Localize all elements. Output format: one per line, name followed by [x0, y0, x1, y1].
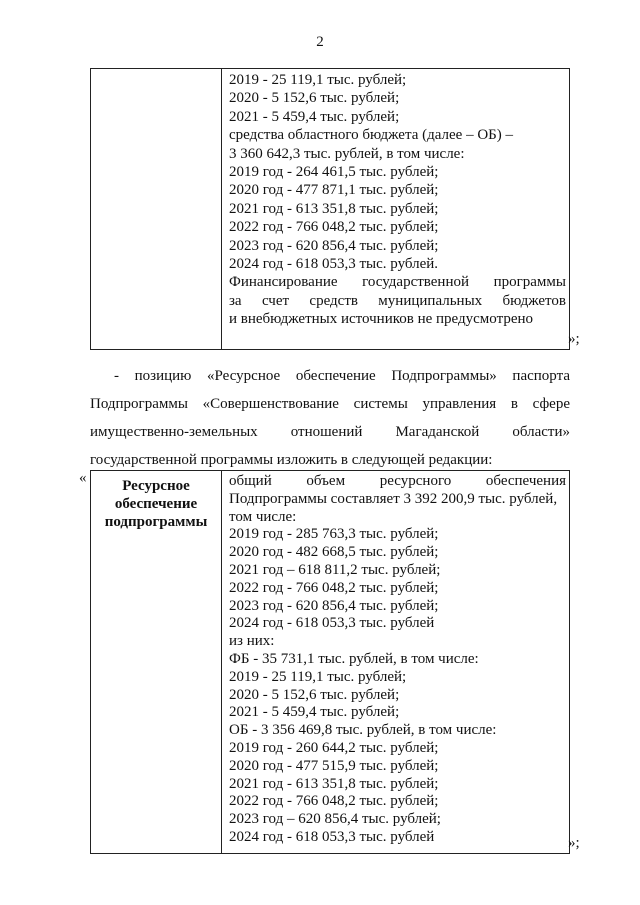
table2-line: Подпрограммы составляет 3 392 200,9 тыс. рублей,	[229, 490, 558, 507]
table2-line: 2020 год - 482 668,5 тыс. рублей;	[229, 544, 439, 561]
table2-close-quote: »;	[568, 835, 580, 851]
page-number: 2	[316, 34, 324, 50]
table2-line: 2024 год - 618 053,3 тыс. рублей	[229, 828, 435, 845]
paragraph-line: государственной программы изложить в следующей редакции:	[90, 452, 493, 468]
amendment-paragraph	[90, 362, 570, 474]
funding-table-continued	[90, 68, 570, 350]
table2-right-cell	[222, 471, 570, 854]
table2-line: 2019 год - 285 763,3 тыс. рублей;	[229, 526, 439, 543]
table2-line: 2021 год – 618 811,2 тыс. рублей;	[229, 561, 441, 578]
table1-close-quote: »;	[568, 331, 580, 347]
table1-line: 2024 год - 618 053,3 тыс. рублей.	[229, 256, 439, 273]
table2-line: ФБ - 35 731,1 тыс. рублей, в том числе:	[229, 650, 479, 667]
paragraph-line: Подпрограммы «Совершенствование системы управления в сфере	[90, 396, 570, 412]
table1-line: 2020 год - 477 871,1 тыс. рублей;	[229, 182, 439, 199]
table2-line: 2020 - 5 152,6 тыс. рублей;	[229, 686, 400, 703]
table1-line: 2023 год - 620 856,4 тыс. рублей;	[229, 237, 439, 254]
table1-line: средства областного бюджета (далее – ОБ) –	[229, 127, 514, 144]
table1-line: и внебюджетных источников не предусмотрено	[229, 311, 534, 328]
table1-left-cell	[91, 69, 222, 350]
table1-line: 3 360 642,3 тыс. рублей, в том числе:	[229, 145, 465, 162]
table2-open-quote: «	[79, 470, 87, 486]
table2-line: 2021 - 5 459,4 тыс. рублей;	[229, 704, 400, 721]
table1-line: Финансирование государственной программы	[229, 274, 566, 291]
table2-line: общий объем ресурсного обеспечения	[229, 473, 566, 489]
table1-line: 2020 - 5 152,6 тыс. рублей;	[229, 90, 400, 107]
resource-provision-heading	[91, 471, 221, 531]
table2-left-cell	[91, 471, 222, 854]
table1-line: 2022 год - 766 048,2 тыс. рублей;	[229, 219, 439, 236]
paragraph-line: - позицию «Ресурсное обеспечение Подпрограммы» паспорта	[114, 368, 570, 384]
heading-line: подпрограммы	[104, 514, 208, 530]
table1-line: за счет средств муниципальных бюджетов	[229, 292, 566, 309]
paragraph-line: имущественно-земельных отношений Магаданской области»	[90, 424, 570, 440]
heading-line: Ресурсное	[122, 478, 190, 494]
table1-line: 2019 - 25 119,1 тыс. рублей;	[229, 72, 407, 88]
table2-line: 2024 год - 618 053,3 тыс. рублей	[229, 615, 435, 632]
table2-line: 2022 год - 766 048,2 тыс. рублей;	[229, 579, 439, 596]
table2-line: 2023 год – 620 856,4 тыс. рублей;	[229, 811, 441, 828]
table1-right-cell	[222, 69, 570, 350]
table1-text	[222, 69, 569, 329]
table1-line: 2021 - 5 459,4 тыс. рублей;	[229, 108, 400, 125]
table2-line: 2019 - 25 119,1 тыс. рублей;	[229, 668, 407, 685]
table2-line: 2022 год - 766 048,2 тыс. рублей;	[229, 793, 439, 810]
table2-line: 2020 год - 477 515,9 тыс. рублей;	[229, 757, 439, 774]
resource-provision-table	[90, 470, 570, 854]
table2-line: 2021 год - 613 351,8 тыс. рублей;	[229, 775, 439, 792]
table2-line: из них:	[229, 633, 275, 650]
table1-line: 2021 год - 613 351,8 тыс. рублей;	[229, 200, 439, 217]
table2-line: 2023 год - 620 856,4 тыс. рублей;	[229, 597, 439, 614]
table2-text	[222, 471, 569, 847]
heading-line: обеспечение	[114, 496, 198, 512]
table1-line: 2019 год - 264 461,5 тыс. рублей;	[229, 164, 439, 181]
table2-line: ОБ - 3 356 469,8 тыс. рублей, в том числе:	[229, 722, 497, 739]
table2-line: 2019 год - 260 644,2 тыс. рублей;	[229, 739, 439, 756]
table2-line: том числе:	[229, 508, 297, 525]
